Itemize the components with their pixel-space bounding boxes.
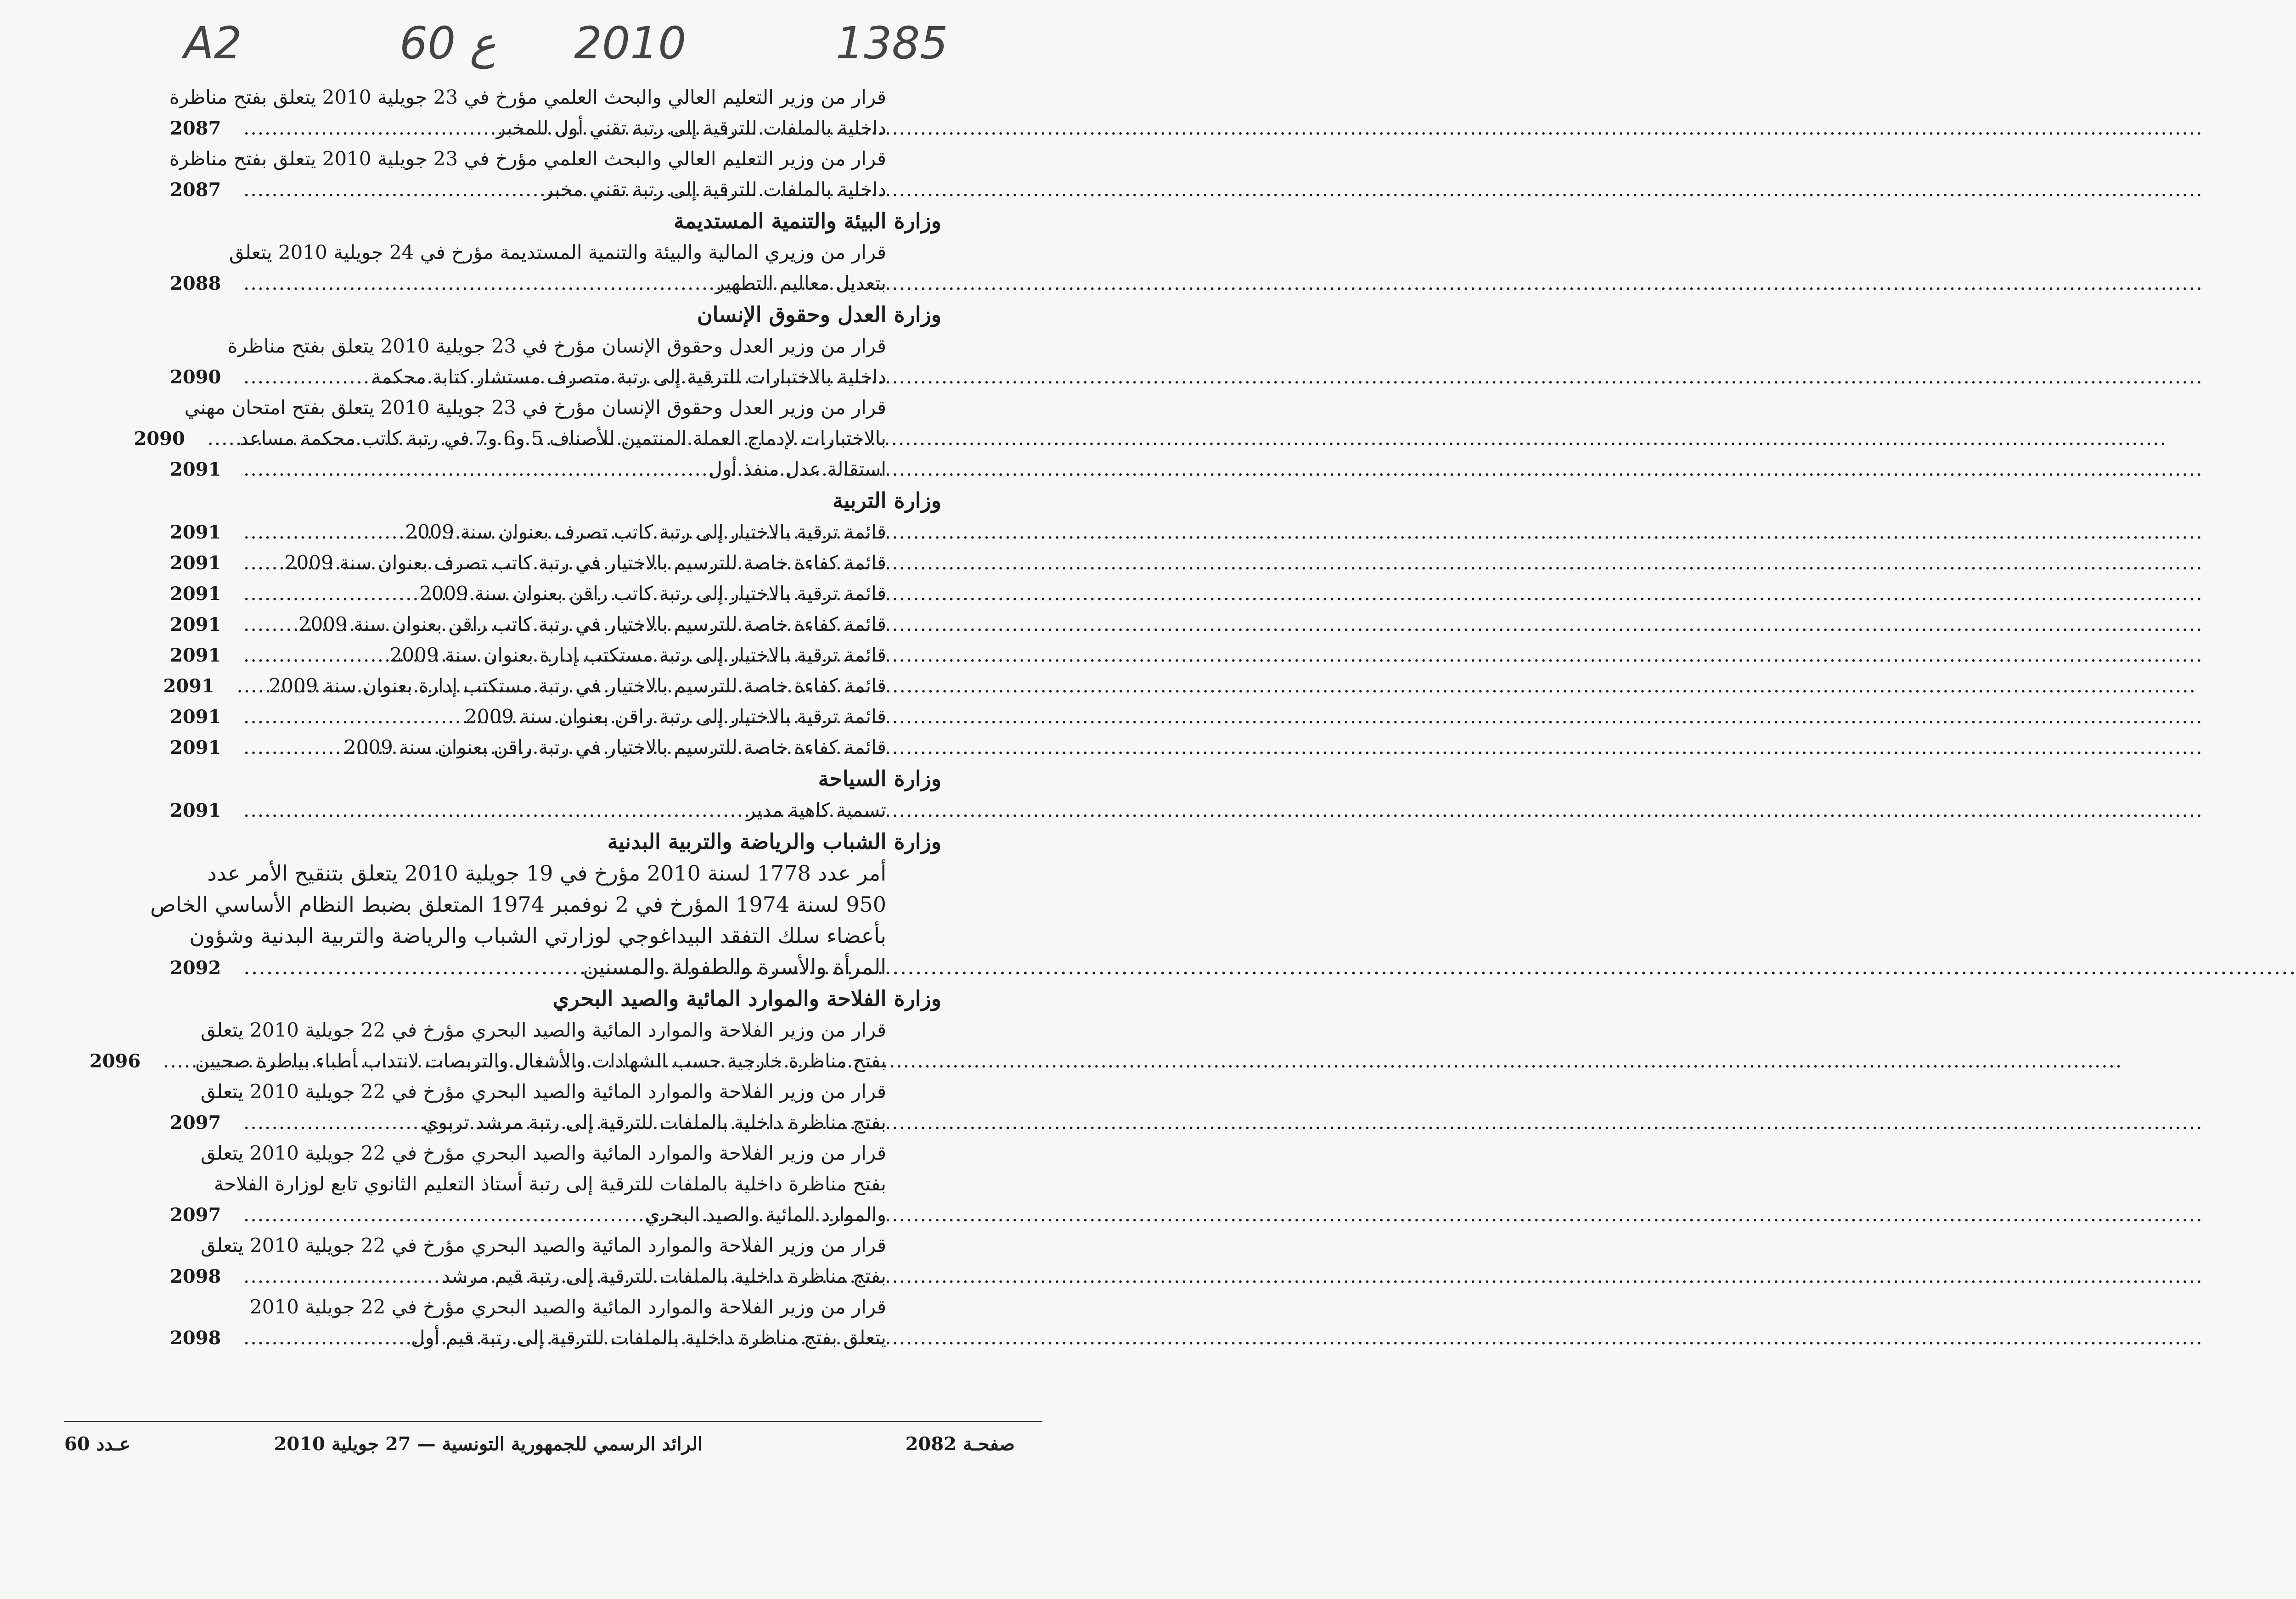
table-of-contents xyxy=(89,82,941,1353)
entry-text: قائمة كفاءة خاصة للترسيم بالاختيار في رتبة راقن بعنوان سنة 2009 xyxy=(343,736,886,758)
page-footer xyxy=(64,1433,1042,1461)
toc-entry-line xyxy=(170,237,941,268)
entry-page-number: 2088 xyxy=(170,273,221,294)
toc-entry-line xyxy=(170,732,941,763)
entry-text: بفتح مناظرة داخلية بالملفات للترقية إلى رتبة قيم مرشد xyxy=(441,1265,886,1287)
toc-entry-line xyxy=(150,889,941,920)
toc-entry-line xyxy=(170,701,941,732)
dot-leader xyxy=(239,516,405,547)
entry-page-number: 2091 xyxy=(170,614,221,635)
toc-entry-line xyxy=(170,112,941,143)
dot-leader xyxy=(239,609,298,640)
entry-text: بأعضاء سلك التفقد البيداغوجي لوزارتي الشباب والرياضة والتربية البدنية وشؤون xyxy=(189,923,886,948)
toc-entry-line xyxy=(163,670,941,701)
dot-leader xyxy=(239,732,344,763)
dot-leader xyxy=(239,1261,441,1291)
footer-gazette-title: الرائد الرسمي للجمهورية التونسية — 27 جويلية 2010 xyxy=(274,1433,703,1455)
handwritten-note-ref: 1385 xyxy=(836,17,948,69)
dot-leader xyxy=(158,1045,195,1076)
toc-entry-line xyxy=(170,920,941,951)
entry-page-number: 2090 xyxy=(134,428,185,449)
toc-entry-line xyxy=(170,1015,941,1045)
entry-text: بالاختبارات لإدماج العملة المنتمين للأصناف 5 و6 و7 في رتبة كاتب محكمة مساعد xyxy=(239,427,886,449)
toc-entry-line xyxy=(170,609,941,640)
entry-page-number: 2092 xyxy=(170,957,221,979)
entry-text: قائمة ترقية بالاختيار إلى رتبة كاتب راقن بعنوان سنة 2009 xyxy=(419,582,886,605)
entry-page-number: 2098 xyxy=(170,1266,221,1287)
toc-entry[interactable] xyxy=(134,392,941,454)
footer-issue-number: عـدد 60 xyxy=(64,1433,130,1455)
entry-text: قرار من وزير الفلاحة والموارد المائية والصيد البحري مؤرخ في 22 جويلية 2010 يتعلق xyxy=(201,1234,886,1257)
dot-leader xyxy=(239,547,284,578)
entry-text: بفتح مناظرة خارجية حسب الشهادات والأشغال والتربصات لانتداب أطباء بياطرة صحيين xyxy=(195,1049,886,1072)
entry-page-number: 2091 xyxy=(163,675,214,697)
toc-entry[interactable] xyxy=(170,331,941,392)
entry-text: المرأة والأسرة والطفولة والمسنين xyxy=(583,954,886,979)
entry-text: قائمة كفاءة خاصة للترسيم بالاختيار في رتبة كاتب راقن بعنوان سنة 2009 xyxy=(298,613,886,635)
entry-page-number: 2087 xyxy=(170,118,221,139)
ministry-heading: وزارة الشباب والرياضة والتربية البدنية xyxy=(607,829,941,854)
toc-entry[interactable] xyxy=(170,1291,941,1353)
entry-text: 950 لسنة 1974 المؤرخ في 2 نوفمبر 1974 المتعلق بضبط النظام الأساسي الخاص xyxy=(150,892,886,917)
ministry-heading: وزارة العدل وحقوق الإنسان xyxy=(697,302,941,327)
entry-text: قرار من وزير التعليم العالي والبحث العلمي مؤرخ في 23 جويلية 2010 يتعلق بفتح مناظرة xyxy=(169,86,886,108)
entry-text: داخلية بالملفات للترقية إلى رتبة تقني مخبر xyxy=(544,178,886,201)
entry-text: أمر عدد 1778 لسنة 2010 مؤرخ في 19 جويلية 2010 يتعلق بتنقيح الأمر عدد xyxy=(207,861,886,886)
ministry-heading: وزارة البيئة والتنمية المستديمة xyxy=(673,208,941,233)
dot-leader xyxy=(239,795,746,825)
toc-entry-line xyxy=(170,858,941,889)
entry-page-number: 2091 xyxy=(170,706,221,728)
toc-entry[interactable] xyxy=(170,1230,941,1291)
ministry-heading: وزارة السياحة xyxy=(818,766,941,791)
dot-leader xyxy=(239,1322,411,1353)
toc-entry-line xyxy=(170,268,941,298)
entry-text: قرار من وزير الفلاحة والموارد المائية والصيد البحري مؤرخ في 22 جويلية 2010 يتعلق xyxy=(201,1019,886,1041)
toc-entry[interactable] xyxy=(170,1138,941,1230)
toc-entry-line xyxy=(170,547,941,578)
entry-text: قرار من وزير العدل وحقوق الإنسان مؤرخ في 23 جويلية 2010 يتعلق بفتح مناظرة xyxy=(227,335,886,357)
toc-entry-line xyxy=(170,454,941,484)
toc-entry-line xyxy=(170,174,941,205)
entry-page-number: 2096 xyxy=(89,1050,141,1072)
entry-text: بفتح مناظرة داخلية بالملفات للترقية إلى رتبة مرشد تربوي xyxy=(422,1111,886,1133)
toc-entry-line xyxy=(170,1199,941,1230)
entry-text: قرار من وزير الفلاحة والموارد المائية والصيد البحري مؤرخ في 22 جويلية 2010 xyxy=(249,1296,886,1318)
toc-entry-line xyxy=(170,1322,941,1353)
toc-entry-line xyxy=(170,951,941,982)
toc-entry-line xyxy=(170,1168,941,1199)
toc-entry-line xyxy=(170,1261,941,1291)
toc-entry[interactable] xyxy=(170,609,941,640)
entry-text: استقالة عدل منفذ أول xyxy=(708,458,886,480)
entry-text: قرار من وزير العدل وحقوق الإنسان مؤرخ في 23 جويلية 2010 يتعلق بفتح امتحان مهني xyxy=(184,396,886,419)
toc-entry[interactable] xyxy=(150,858,941,982)
dot-leader xyxy=(239,578,419,609)
dot-leader xyxy=(239,454,709,484)
toc-entry-line xyxy=(170,640,941,670)
footer-page-number: صفحـة 2082 xyxy=(905,1433,1015,1455)
dot-leader xyxy=(239,701,465,732)
dot-leader xyxy=(232,670,269,701)
dot-leader xyxy=(239,951,583,982)
entry-page-number: 2091 xyxy=(170,459,221,480)
toc-entry[interactable] xyxy=(170,1076,941,1138)
entry-text: قرار من وزير الفلاحة والموارد المائية والصيد البحري مؤرخ في 22 جويلية 2010 يتعلق xyxy=(201,1080,886,1103)
toc-entry-line xyxy=(170,331,941,361)
dot-leader xyxy=(239,174,544,205)
entry-text: قرار من وزير الفلاحة والموارد المائية والصيد البحري مؤرخ في 22 جويلية 2010 يتعلق xyxy=(201,1142,886,1164)
toc-entry[interactable] xyxy=(170,143,941,205)
entry-text: قائمة ترقية بالاختيار إلى رتبة راقن بعنوان سنة 2009 xyxy=(465,705,886,728)
toc-entry-line xyxy=(170,578,941,609)
toc-entry-line xyxy=(170,1138,941,1168)
entry-page-number: 2098 xyxy=(170,1327,221,1349)
entry-text: والموارد المائية والصيد البحري xyxy=(644,1203,886,1226)
toc-entry[interactable] xyxy=(170,640,941,670)
toc-entry[interactable] xyxy=(163,670,941,701)
toc-entry-line xyxy=(170,1230,941,1261)
toc-entry-line xyxy=(170,361,941,392)
toc-entry-line xyxy=(170,1076,941,1107)
toc-entry[interactable] xyxy=(170,578,941,609)
entry-text: تسمية كاهية مدير xyxy=(746,799,886,821)
toc-entry[interactable] xyxy=(170,701,941,732)
toc-entry[interactable] xyxy=(89,1015,941,1076)
entry-page-number: 2097 xyxy=(170,1204,221,1226)
entry-page-number: 2090 xyxy=(170,366,221,388)
toc-entry-line xyxy=(170,143,941,174)
entry-page-number: 2097 xyxy=(170,1112,221,1133)
entry-text: بفتح مناظرة داخلية بالملفات للترقية إلى رتبة أستاذ التعليم الثانوي تابع لوزارة الفلاحة xyxy=(214,1173,886,1195)
entry-text: يتعلق بفتح مناظرة داخلية بالملفات للترقية إلى رتبة قيم أول xyxy=(411,1326,886,1349)
toc-entry[interactable] xyxy=(170,516,941,547)
footer-divider xyxy=(64,1421,1042,1422)
toc-entry[interactable] xyxy=(170,82,941,143)
toc-entry[interactable] xyxy=(170,795,941,825)
ministry-heading: وزارة التربية xyxy=(833,488,941,513)
entry-page-number: 2091 xyxy=(170,522,221,543)
entry-text: بتعديل معاليم التطهير xyxy=(715,272,886,294)
entry-page-number: 2091 xyxy=(170,800,221,821)
toc-entry-line xyxy=(170,516,941,547)
entry-text: قرار من وزير التعليم العالي والبحث العلمي مؤرخ في 23 جويلية 2010 يتعلق بفتح مناظرة xyxy=(169,147,886,170)
toc-entry[interactable] xyxy=(170,547,941,578)
dot-leader xyxy=(203,423,239,454)
dot-leader xyxy=(239,640,390,670)
entry-text: قرار من وزيري المالية والبيئة والتنمية المستديمة مؤرخ في 24 جويلية 2010 يتعلق xyxy=(229,241,886,264)
toc-entry-line xyxy=(170,82,941,112)
entry-page-number: 2091 xyxy=(170,737,221,758)
toc-entry-line xyxy=(170,1107,941,1138)
entry-text: داخلية بالملفات للترقية إلى رتبة تقني أول للمخبر xyxy=(496,117,886,139)
toc-entry-line xyxy=(170,795,941,825)
handwritten-note-year: 2010 xyxy=(574,17,687,69)
dot-leader xyxy=(239,1107,423,1138)
entry-text: قائمة ترقية بالاختيار إلى رتبة مستكتب إدارة بعنوان سنة 2009 xyxy=(389,644,886,666)
dot-leader xyxy=(239,268,715,298)
toc-entry-line xyxy=(89,1045,941,1076)
toc-entry-line xyxy=(134,423,941,454)
toc-entry-line xyxy=(170,392,941,423)
entry-text: قائمة كفاءة خاصة للترسيم بالاختيار في رتبة كاتب تصرف بعنوان سنة 2009 xyxy=(284,551,886,574)
entry-page-number: 2091 xyxy=(170,552,221,574)
entry-page-number: 2091 xyxy=(170,583,221,605)
entry-text: قائمة ترقية بالاختيار إلى رتبة كاتب تصرف بعنوان سنة 2009 xyxy=(405,521,886,543)
dot-leader xyxy=(239,112,496,143)
handwritten-note-issue: 60 ع xyxy=(400,17,496,69)
entry-page-number: 2091 xyxy=(170,645,221,666)
ministry-heading: وزارة الفلاحة والموارد المائية والصيد البحري xyxy=(552,986,941,1011)
entry-page-number: 2087 xyxy=(170,179,221,201)
dot-leader xyxy=(239,361,371,392)
handwritten-note-a2: A2 xyxy=(184,17,242,69)
toc-entry[interactable] xyxy=(170,454,941,484)
dot-leader xyxy=(239,1199,645,1230)
toc-entry[interactable] xyxy=(170,732,941,763)
entry-text: قائمة كفاءة خاصة للترسيم بالاختيار في رتبة مستكتب إدارة بعنوان سنة 2009 xyxy=(269,674,886,697)
toc-entry-line xyxy=(170,1291,941,1322)
toc-entry[interactable] xyxy=(170,237,941,298)
entry-text: داخلية بالاختبارات للترقية إلى رتبة متصرف مستشار كتابة محكمة xyxy=(371,365,886,388)
